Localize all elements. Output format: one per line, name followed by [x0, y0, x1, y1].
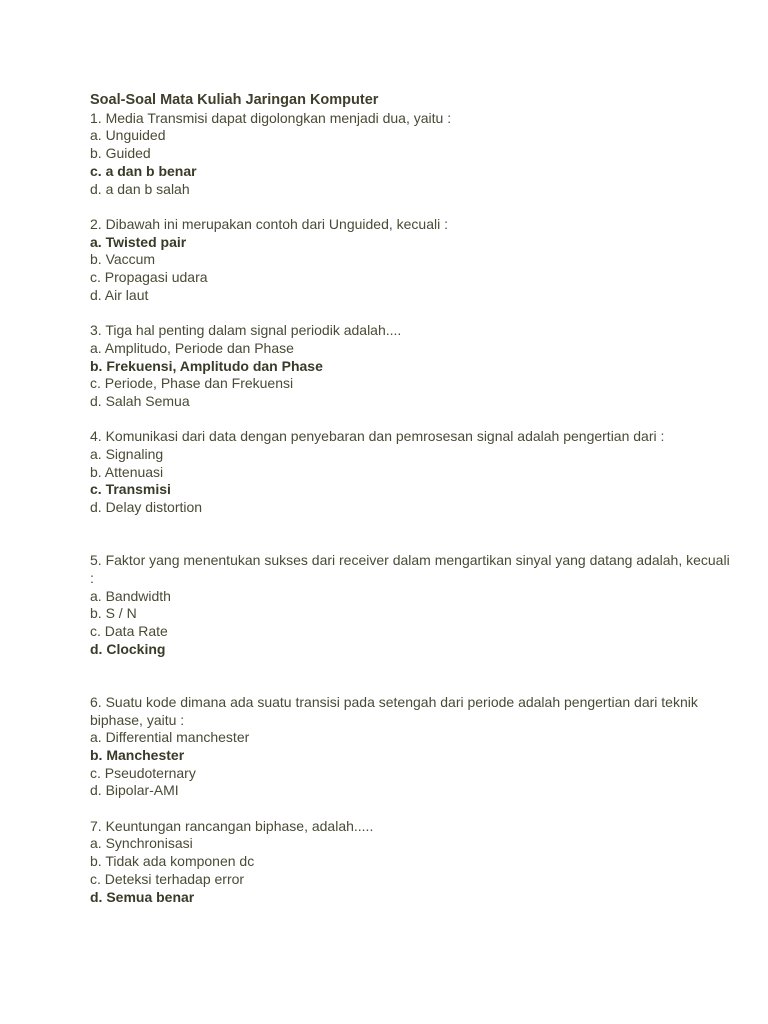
question-text: 2. Dibawah ini merupakan contoh dari Unguided, kecuali : — [90, 215, 448, 232]
answer-option: a. Signaling — [90, 446, 164, 463]
question-block — [90, 428, 730, 517]
answer-option: b. Attenuasi — [90, 463, 164, 480]
question-text: 7. Keuntungan rancangan biphase, adalah..... — [90, 817, 374, 834]
spacer — [90, 517, 730, 552]
answer-option: b. Guided — [90, 145, 151, 162]
question-block — [90, 216, 730, 305]
document-page — [90, 92, 730, 906]
answer-option: a. Amplitudo, Periode dan Phase — [90, 339, 294, 356]
question-text: 1. Media Transmisi dapat digolongkan menjadi dua, yaitu : — [90, 109, 452, 126]
correct-answer-option: d. Clocking — [90, 640, 166, 657]
answer-option: b. Tidak ada komponen dc — [90, 853, 255, 870]
spacer — [90, 411, 730, 429]
answer-option: a. Bandwidth — [90, 587, 171, 604]
document-title: Soal-Soal Mata Kuliah Jaringan Komputer — [90, 92, 379, 108]
question-text: 5. Faktor yang menentukan sukses dari receiver dalam mengartikan sinyal yang datang adalah, kecuali : — [90, 552, 730, 586]
question-block — [90, 322, 730, 411]
answer-option: c. Deteksi terhadap error — [90, 870, 245, 887]
answer-option: a. Synchronisasi — [90, 835, 193, 852]
spacer — [90, 198, 730, 216]
question-text: 4. Komunikasi dari data dengan penyebaran dan pemrosesan signal adalah pengertian dari : — [90, 428, 665, 445]
answer-option: c. Pseudoternary — [90, 764, 196, 781]
question-block — [90, 552, 730, 658]
answer-option: b. S / N — [90, 605, 137, 622]
answer-option: b. Vaccum — [90, 251, 156, 268]
answer-option: d. a dan b salah — [90, 180, 190, 197]
spacer — [90, 304, 730, 322]
answer-option: d. Delay distortion — [90, 499, 203, 516]
question-text: 3. Tiga hal penting dalam signal periodik adalah.... — [90, 322, 402, 339]
correct-answer-option: b. Manchester — [90, 746, 185, 763]
answer-option: a. Unguided — [90, 127, 166, 144]
correct-answer-option: a. Twisted pair — [90, 233, 187, 250]
answer-option: d. Air laut — [90, 286, 149, 303]
answer-option: c. Propagasi udara — [90, 269, 208, 286]
answer-option: d. Salah Semua — [90, 392, 190, 409]
spacer — [90, 800, 730, 818]
spacer — [90, 658, 730, 693]
answer-option: c. Periode, Phase dan Frekuensi — [90, 375, 294, 392]
answer-option: c. Data Rate — [90, 623, 168, 640]
question-block — [90, 110, 730, 199]
correct-answer-option: d. Semua benar — [90, 888, 195, 905]
answer-option: d. Bipolar-AMI — [90, 782, 179, 799]
correct-answer-option: b. Frekuensi, Amplitudo dan Phase — [90, 357, 323, 374]
correct-answer-option: c. a dan b benar — [90, 162, 197, 179]
correct-answer-option: c. Transmisi — [90, 481, 171, 498]
answer-option: a. Differential manchester — [90, 729, 250, 746]
question-text: 6. Suatu kode dimana ada suatu transisi pada setengah dari periode adalah pengertian dari teknik biphase, yaitu : — [90, 693, 698, 728]
question-block — [90, 818, 730, 907]
question-block — [90, 694, 730, 800]
